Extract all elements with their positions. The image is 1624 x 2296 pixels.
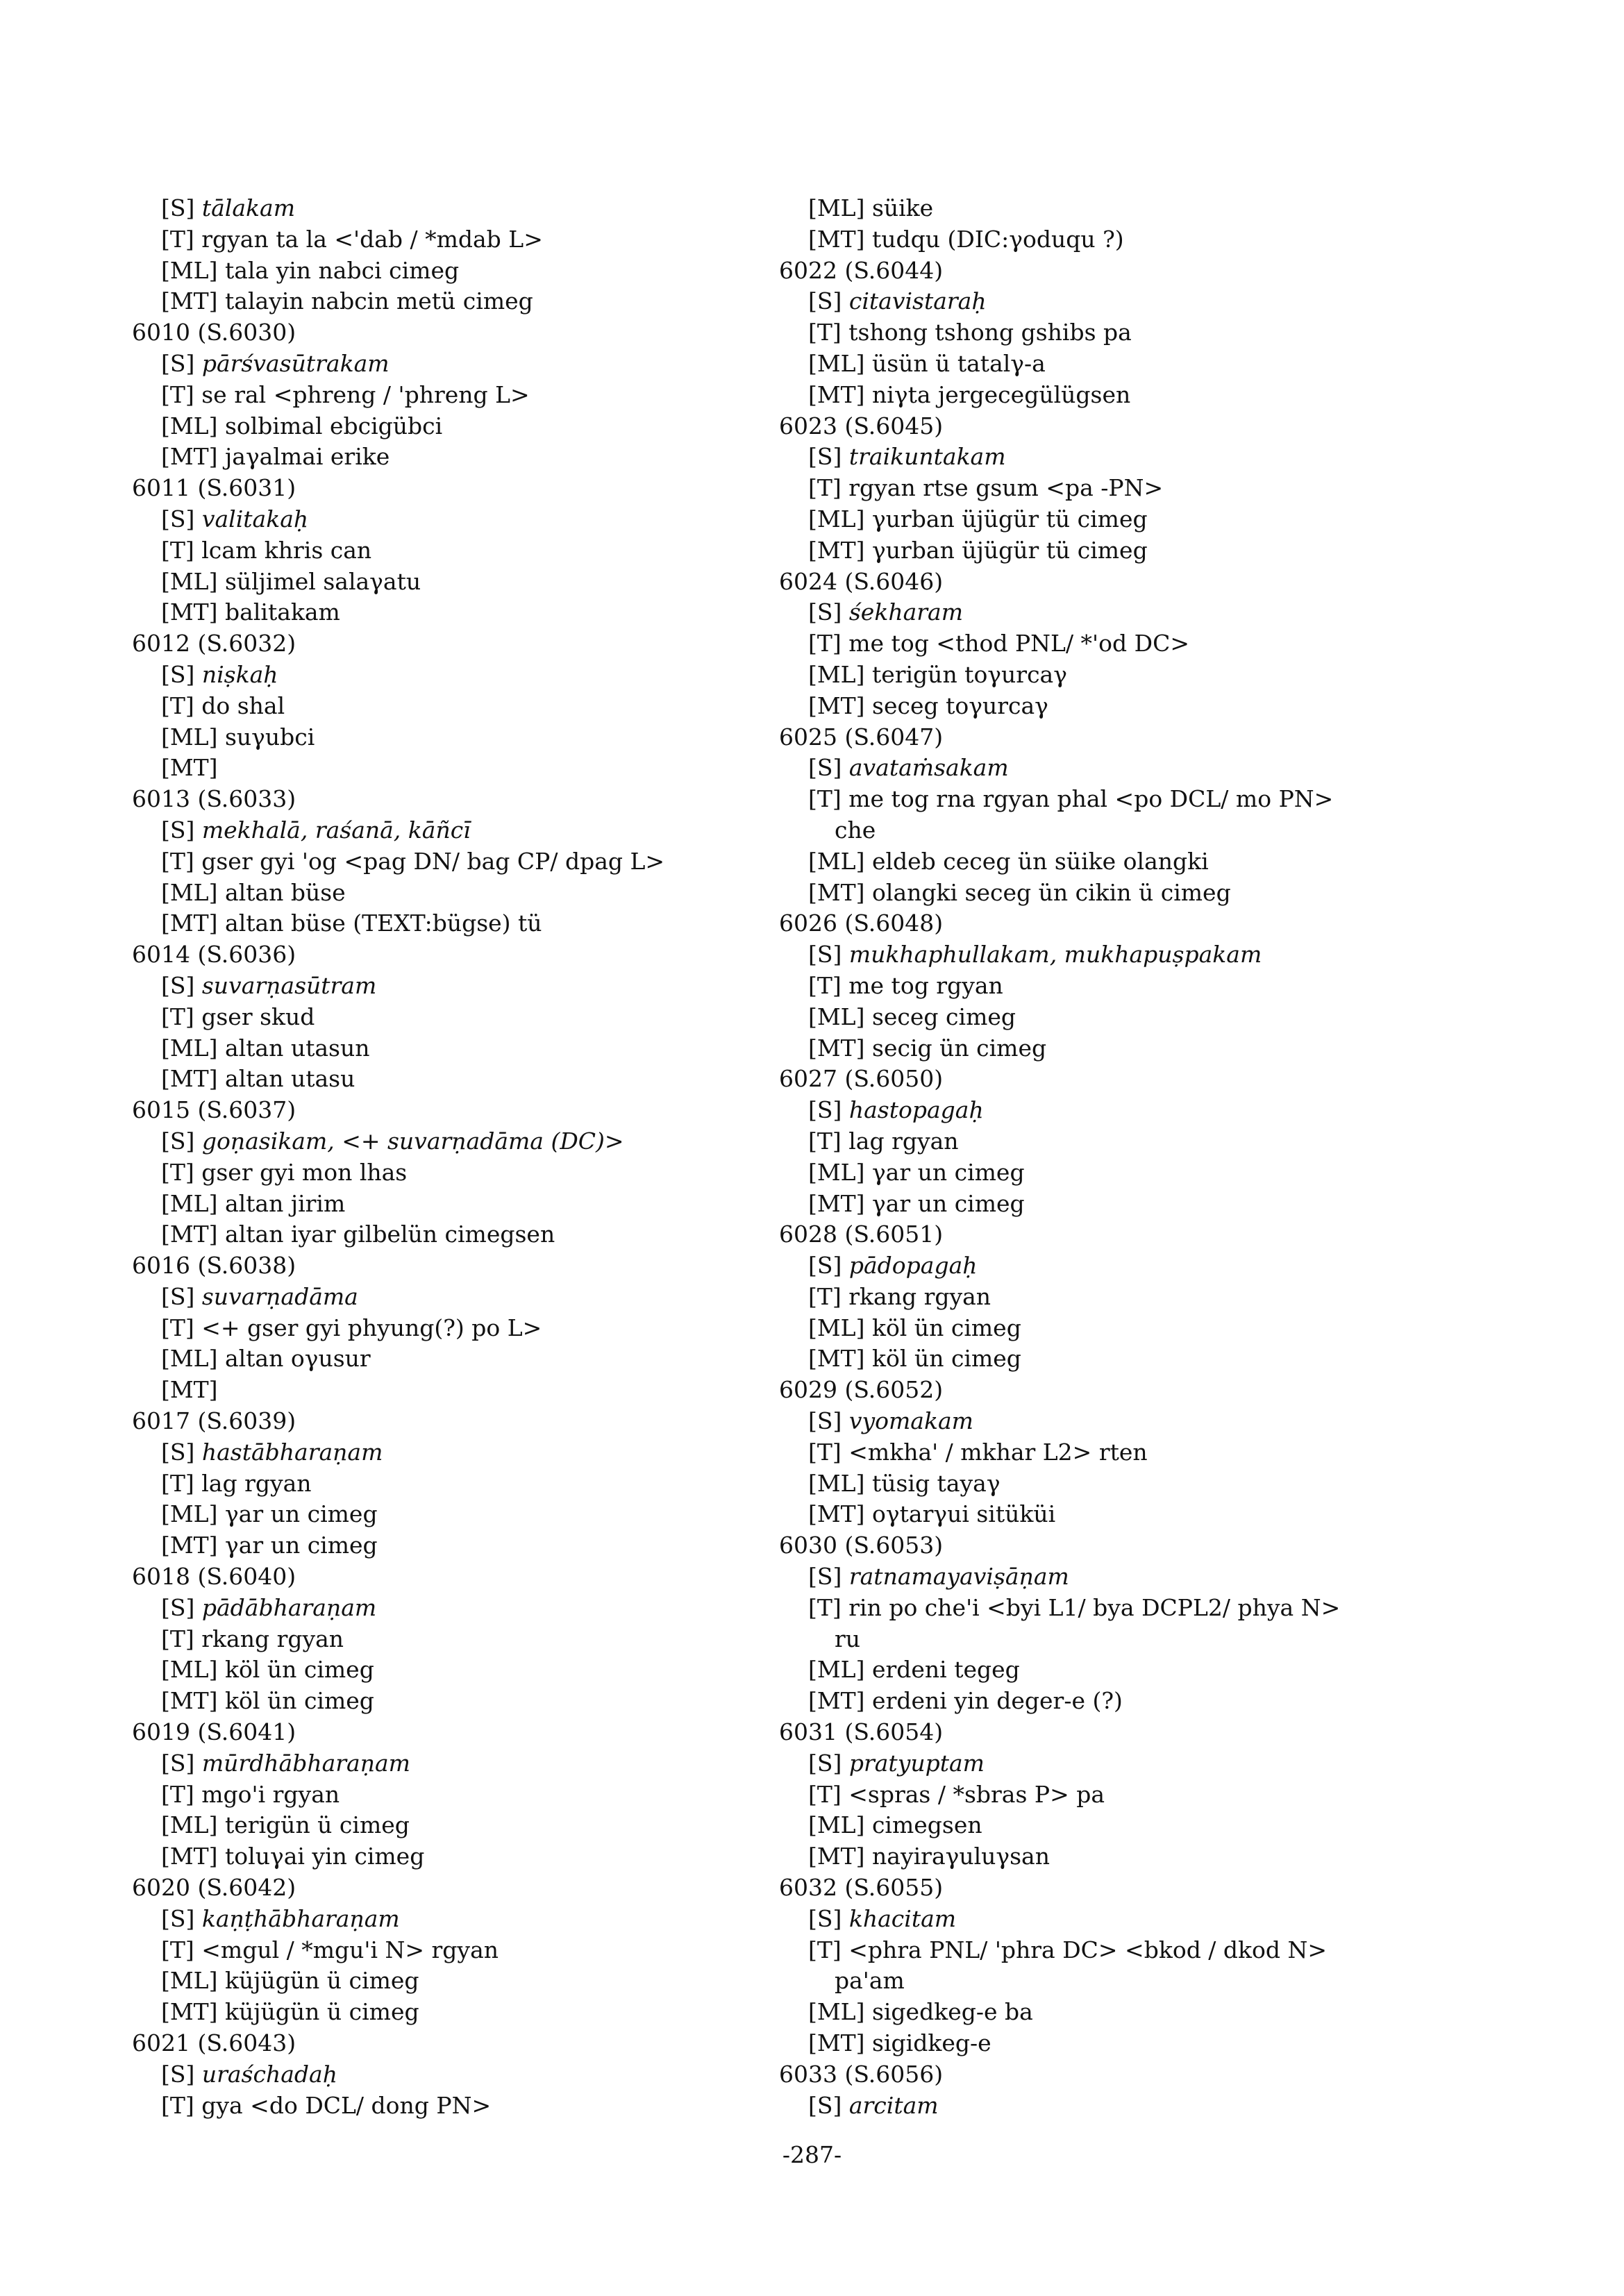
- sanskrit-term: pādopagaḥ: [848, 1252, 978, 1280]
- continuation-line: che: [835, 816, 876, 844]
- entry-number: 6015 (S.6037): [132, 1096, 296, 1124]
- sanskrit-term: suvarṇasūtram: [201, 971, 377, 999]
- sanskrit-term: pratyuptam: [848, 1749, 985, 1777]
- mongolian-ml-line: [ML] köl ün cimeg: [161, 1656, 374, 1684]
- field-label: [S]: [161, 2060, 202, 2088]
- entry-number: 6010 (S.6030): [132, 319, 296, 346]
- field-label: [S]: [808, 1904, 849, 1932]
- sanskrit-term: pārśvasūtrakam: [201, 349, 390, 377]
- sanskrit-line: [132, 1437, 798, 1468]
- mongolian-mt-line: [MT] sigidkeg-e: [808, 2029, 991, 2057]
- sanskrit-term: citavistaraḥ: [848, 287, 987, 315]
- mongolian-ml-line: [ML] altan oγusur: [161, 1345, 371, 1373]
- mongolian-mt-line: [MT] olangki seceg ün cikin ü cimeg: [808, 878, 1231, 906]
- mongolian-ml-line: [ML] solbimal ebcigübci: [161, 412, 443, 439]
- mongolian-ml-line: [ML] terigün toγurcaγ: [808, 660, 1067, 688]
- sanskrit-term: khacitam: [848, 1904, 957, 1932]
- sanskrit-line: [779, 2090, 1446, 2122]
- field-label: [S]: [161, 971, 202, 999]
- sanskrit-term: mekhalā, raśanā, kāñcī: [201, 816, 471, 844]
- tibetan-line: [T] lag rgyan: [808, 1127, 959, 1155]
- mongolian-ml-line: [ML] γurban üjügür tü cimeg: [808, 505, 1148, 533]
- sanskrit-line: [132, 971, 798, 1002]
- field-label: [S]: [161, 1282, 202, 1310]
- entry-number: 6019 (S.6041): [132, 1718, 296, 1746]
- sanskrit-line: [779, 1561, 1446, 1593]
- sanskrit-line: [779, 1406, 1446, 1437]
- entry-number: 6022 (S.6044): [779, 256, 944, 284]
- entry-number: 6014 (S.6036): [132, 941, 296, 969]
- sanskrit-line: [779, 1095, 1446, 1126]
- entry-number: 6030 (S.6053): [779, 1532, 944, 1559]
- tibetan-line: [T] <mkha' / mkhar L2> rten: [808, 1438, 1148, 1466]
- field-label: [S]: [808, 1252, 849, 1280]
- sanskrit-line: [779, 597, 1446, 628]
- sanskrit-line: [132, 2059, 798, 2090]
- sanskrit-term: traikuntakam: [848, 443, 1006, 471]
- mongolian-mt-line: [MT] altan utasu: [161, 1065, 355, 1093]
- entry-number: 6033 (S.6056): [779, 2060, 944, 2088]
- field-label: [S]: [161, 505, 202, 533]
- sanskrit-line: [132, 193, 798, 224]
- mongolian-ml-line: [ML] altan utasun: [161, 1034, 370, 1062]
- tibetan-line: [T] <+ gser gyi phyung(?) po L>: [161, 1314, 542, 1341]
- mongolian-mt-line: [MT] γar un cimeg: [161, 1532, 378, 1559]
- entry-number: 6026 (S.6048): [779, 910, 944, 937]
- mongolian-mt-line: [MT] toluγai yin cimeg: [161, 1843, 425, 1870]
- tibetan-line: [T] <mgul / *mgu'i N> rgyan: [161, 1936, 499, 1963]
- field-label: [S]: [808, 1749, 849, 1777]
- mongolian-mt-line: [MT] nayiraγuluγsan: [808, 1843, 1050, 1870]
- field-label: [S]: [161, 349, 202, 377]
- entry-number: 6023 (S.6045): [779, 412, 944, 439]
- tibetan-line: [T] me tog <thod PNL/ *'od DC>: [808, 630, 1189, 657]
- tibetan-line: [T] me tog rgyan: [808, 971, 1003, 999]
- entry-number: 6017 (S.6039): [132, 1407, 296, 1435]
- entry-number: 6021 (S.6043): [132, 2029, 296, 2057]
- tibetan-line: [T] tshong tshong gshibs pa: [808, 319, 1132, 346]
- sanskrit-term: niṣkaḥ: [201, 660, 278, 688]
- mongolian-ml-line: [ML] tüsig tayaγ: [808, 1469, 1001, 1497]
- sanskrit-term: valitakaḥ: [201, 505, 309, 533]
- sanskrit-line: [132, 1282, 798, 1313]
- sanskrit-term: tālakam: [201, 194, 295, 221]
- sanskrit-line: [132, 349, 798, 380]
- sanskrit-line: [132, 1593, 798, 1624]
- mongolian-ml-line: [ML] üsün ü tatalγ-a: [808, 349, 1046, 377]
- mongolian-ml-line: [ML] seceg cimeg: [808, 1003, 1016, 1030]
- tibetan-line: [T] <spras / *sbras P> pa: [808, 1780, 1105, 1808]
- mongolian-ml-line: [ML] altan büse: [161, 878, 346, 906]
- sanskrit-line: [132, 504, 798, 535]
- field-label: [S]: [161, 194, 202, 221]
- field-label: [S]: [161, 1438, 202, 1466]
- sanskrit-line: [132, 1126, 798, 1157]
- sanskrit-term: ratnamayaviṣāṇam: [848, 1563, 1069, 1591]
- mongolian-ml-line: [ML] eldeb ceceg ün süike olangki: [808, 847, 1209, 875]
- tibetan-line: [T] gser gyi mon lhas: [161, 1158, 408, 1186]
- sanskrit-line: [779, 1250, 1446, 1282]
- entry-number: 6028 (S.6051): [779, 1221, 944, 1248]
- tibetan-line: [T] rin po che'i <byi L1/ bya DCPL2/ phya N>: [808, 1593, 1341, 1621]
- tibetan-line: [T] se ral <phreng / 'phreng L>: [161, 380, 530, 408]
- field-label: [S]: [161, 660, 202, 688]
- mongolian-mt-line: [MT] tudqu (DIC:γoduqu ?): [808, 225, 1124, 253]
- field-label: [S]: [161, 1749, 202, 1777]
- mongolian-ml-line: [ML] erdeni tegeg: [808, 1656, 1020, 1684]
- sanskrit-term: mukhaphullakam, mukhapuṣpakam: [848, 941, 1262, 969]
- entry-number: 6024 (S.6046): [779, 567, 944, 595]
- entry-number: 6020 (S.6042): [132, 1874, 296, 1902]
- field-label: [S]: [808, 598, 849, 626]
- sanskrit-line: [132, 1748, 798, 1779]
- field-label: [S]: [808, 443, 849, 471]
- sanskrit-term: arcitam: [848, 2091, 939, 2119]
- entry-number: 6012 (S.6032): [132, 630, 296, 657]
- field-label: [S]: [808, 1407, 849, 1435]
- mongolian-ml-line: [ML] süike: [808, 194, 934, 221]
- mongolian-mt-line: [MT] talayin nabcin metü cimeg: [161, 287, 533, 315]
- mongolian-mt-line: [MT] oγtarγui sitüküi: [808, 1500, 1056, 1528]
- entry-number: 6016 (S.6038): [132, 1252, 296, 1280]
- tibetan-line: [T] gser gyi 'og <pag DN/ bag CP/ dpag L>: [161, 847, 665, 875]
- sanskrit-term: hastābharaṇam: [201, 1438, 383, 1466]
- mongolian-mt-line: [MT] altan iyar gilbelün cimegsen: [161, 1221, 555, 1248]
- entry-number: 6029 (S.6052): [779, 1376, 944, 1404]
- mongolian-mt-line: [MT] köl ün cimeg: [161, 1687, 374, 1715]
- mongolian-ml-line: [ML] γar un cimeg: [161, 1500, 378, 1528]
- mongolian-ml-line: [ML] altan jirim: [161, 1189, 346, 1217]
- mongolian-ml-line: [ML] köl ün cimeg: [808, 1314, 1021, 1341]
- mongolian-mt-line: [MT] niγta jergecegülügsen: [808, 380, 1131, 408]
- right-column: [779, 193, 1446, 2121]
- sanskrit-term: vyomakam: [848, 1407, 973, 1435]
- left-column: [132, 193, 798, 2121]
- mongolian-ml-line: [ML] cimegsen: [808, 1811, 982, 1839]
- mongolian-mt-line: [MT] küjügün ü cimeg: [161, 1998, 419, 2026]
- tibetan-line: [T] rkang rgyan: [808, 1282, 991, 1310]
- mongolian-mt-line: [MT] seceg toγurcaγ: [808, 692, 1048, 719]
- tibetan-line: [T] lag rgyan: [161, 1469, 312, 1497]
- mongolian-mt-line: [MT] γurban üjügür tü cimeg: [808, 536, 1148, 564]
- mongolian-mt-line: [MT] secig ün cimeg: [808, 1034, 1047, 1062]
- continuation-line: ru: [835, 1625, 861, 1652]
- sanskrit-line: [779, 1904, 1446, 1935]
- sanskrit-line: [779, 286, 1446, 317]
- field-label: [S]: [808, 754, 849, 782]
- tibetan-line: [T] rkang rgyan: [161, 1625, 344, 1652]
- field-label: [S]: [808, 1096, 849, 1124]
- continuation-line: pa'am: [835, 1967, 905, 1995]
- field-label: [S]: [161, 1904, 202, 1932]
- field-label: [S]: [161, 816, 202, 844]
- mongolian-mt-line: [MT] γar un cimeg: [808, 1189, 1025, 1217]
- mongolian-mt-line: [MT]: [161, 1376, 218, 1404]
- mongolian-mt-line: [MT] altan büse (TEXT:bügse) tü: [161, 910, 542, 937]
- field-label: [S]: [161, 1593, 202, 1621]
- tibetan-line: [T] rgyan rtse gsum <pa -PN>: [808, 474, 1164, 502]
- field-label: [S]: [808, 1563, 849, 1591]
- field-label: [S]: [161, 1127, 202, 1155]
- tibetan-line: [T] gser skud: [161, 1003, 315, 1030]
- sanskrit-line: [779, 1748, 1446, 1779]
- mongolian-ml-line: [ML] küjügün ü cimeg: [161, 1967, 419, 1995]
- field-label: [S]: [808, 941, 849, 969]
- mongolian-ml-line: [ML] suγubci: [161, 723, 315, 751]
- tibetan-line: [T] mgo'i rgyan: [161, 1780, 340, 1808]
- sanskrit-line: [779, 442, 1446, 473]
- mongolian-ml-line: [ML] terigün ü cimeg: [161, 1811, 410, 1839]
- mongolian-mt-line: [MT]: [161, 754, 218, 782]
- sanskrit-line: [779, 939, 1446, 971]
- tibetan-line: [T] me tog rna rgyan phal <po DCL/ mo PN>: [808, 785, 1334, 813]
- mongolian-mt-line: [MT] balitakam: [161, 598, 340, 626]
- sanskrit-term: pādābharaṇam: [201, 1593, 377, 1621]
- tibetan-line: [T] lcam khris can: [161, 536, 372, 564]
- sanskrit-line: [132, 1904, 798, 1935]
- tibetan-line: [T] do shal: [161, 692, 285, 719]
- field-label: [S]: [808, 287, 849, 315]
- page-number: -287-: [782, 2141, 842, 2168]
- entry-number: 6025 (S.6047): [779, 723, 944, 751]
- entry-number: 6011 (S.6031): [132, 474, 296, 502]
- field-label: [S]: [808, 2091, 849, 2119]
- mongolian-ml-line: [ML] sigedkeg-e ba: [808, 1998, 1033, 2026]
- entry-number: 6018 (S.6040): [132, 1563, 296, 1591]
- mongolian-mt-line: [MT] erdeni yin deger-e (?): [808, 1687, 1123, 1715]
- tibetan-line: [T] gya <do DCL/ dong PN>: [161, 2091, 492, 2119]
- entry-number: 6013 (S.6033): [132, 785, 296, 813]
- tibetan-line: [T] <phra PNL/ 'phra DC> <bkod / dkod N>: [808, 1936, 1328, 1963]
- sanskrit-term: goṇasikam, <+ suvarṇadāma (DC)>: [201, 1127, 624, 1155]
- sanskrit-line: [779, 753, 1446, 784]
- sanskrit-term: uraśchadaḥ: [201, 2060, 337, 2088]
- sanskrit-term: suvarṇadāma: [201, 1282, 358, 1310]
- sanskrit-term: śekharam: [848, 598, 963, 626]
- mongolian-mt-line: [MT] jaγalmai erike: [161, 443, 390, 471]
- mongolian-ml-line: [ML] tala yin nabci cimeg: [161, 256, 460, 284]
- entry-number: 6032 (S.6055): [779, 1874, 944, 1902]
- sanskrit-term: kaṇṭhābharaṇam: [201, 1904, 400, 1932]
- sanskrit-line: [132, 815, 798, 846]
- tibetan-line: [T] rgyan ta la <'dab / *mdab L>: [161, 225, 543, 253]
- sanskrit-term: hastopagaḥ: [848, 1096, 984, 1124]
- mongolian-ml-line: [ML] süljimel salaγatu: [161, 567, 421, 595]
- mongolian-ml-line: [ML] γar un cimeg: [808, 1158, 1025, 1186]
- entry-number: 6031 (S.6054): [779, 1718, 944, 1746]
- mongolian-mt-line: [MT] köl ün cimeg: [808, 1345, 1021, 1373]
- sanskrit-term: mūrdhābharaṇam: [201, 1749, 410, 1777]
- sanskrit-line: [132, 660, 798, 691]
- entry-number: 6027 (S.6050): [779, 1065, 944, 1093]
- sanskrit-term: avataṁsakam: [848, 754, 1009, 782]
